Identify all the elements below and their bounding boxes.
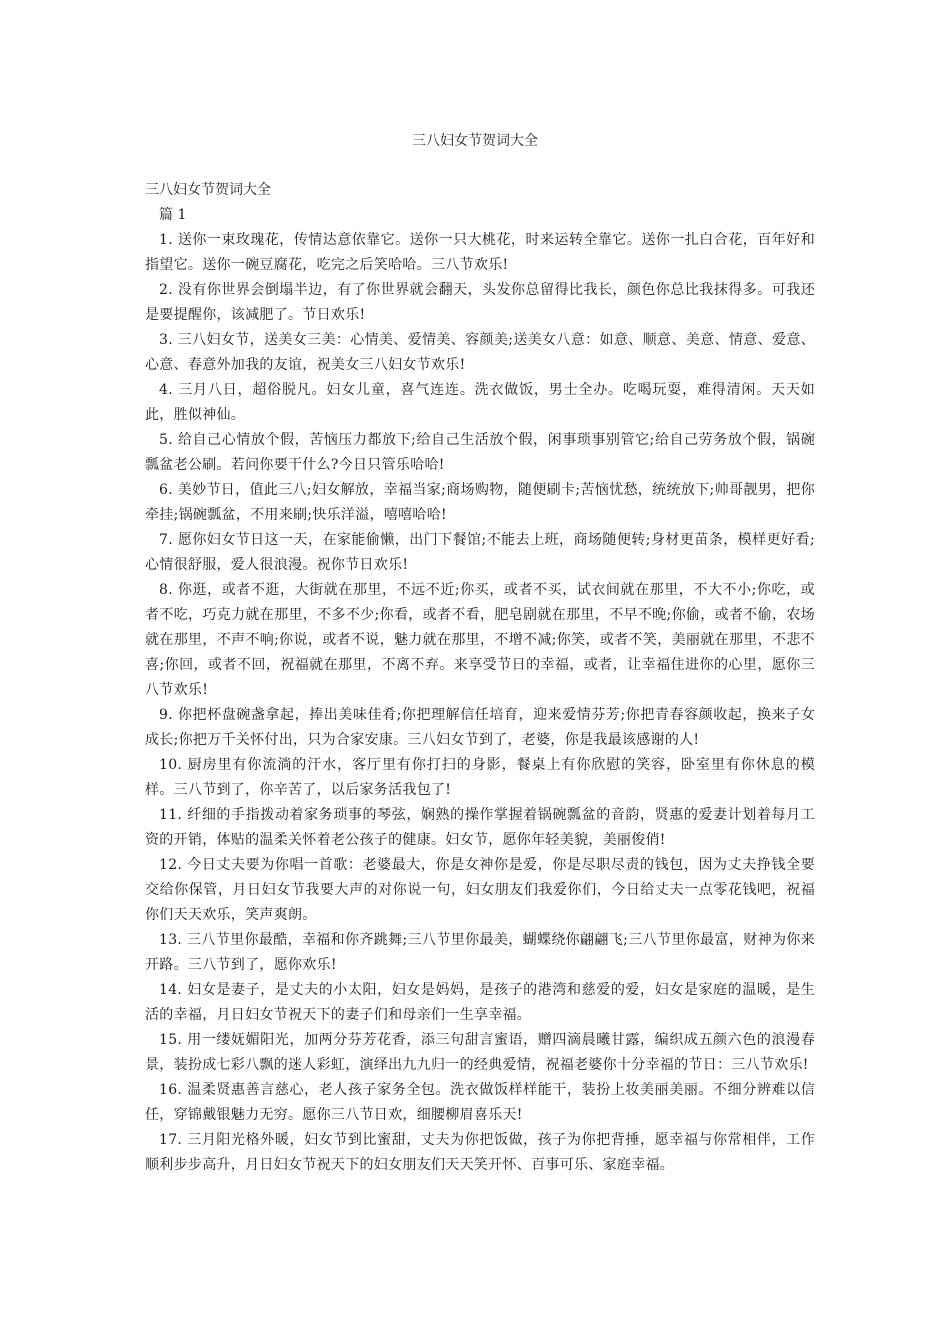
greeting-item: 5. 给自己心情放个假，苦恼压力都放下;给自己生活放个假，闲事琐事别管它;给自己劳务放个假，锅碗瓢盆老公刷。若问你要干什么?今日只管乐哈哈! — [145, 432, 815, 473]
greeting-item: 16. 温柔贤惠善言慈心，老人孩子家务全包。洗衣做饭样样能干，装扮上妆美丽美丽。不细分辨难以信任，穿锦戴银魅力无穷。愿你三八节日欢，细腰柳眉喜乐天! — [145, 1082, 815, 1123]
greeting-item: 1. 送你一束玫瑰花，传情达意依靠它。送你一只大桃花，时来运转全靠它。送你一扎白合花，百年好和指望它。送你一碗豆腐花，吃完之后笑哈哈。三八节欢乐! — [145, 232, 815, 273]
document-title: 三八妇女节贺词大全 — [412, 133, 538, 149]
greeting-item: 7. 愿你妇女节日这一天，在家能偷懒，出门下餐馆;不能去上班，商场随便转;身材更苗条，模样更好看;心情很舒服，爱人很浪漫。祝你节日欢乐! — [145, 532, 815, 573]
section-heading: 篇 1 — [159, 207, 187, 223]
greeting-item: 4. 三月八日，超俗脱凡。妇女儿童，喜气连连。洗衣做饭，男士全办。吃喝玩耍，难得清闲。天天如此，胜似神仙。 — [145, 382, 815, 423]
greeting-list — [145, 228, 815, 1178]
document-subtitle: 三八妇女节贺词大全 — [145, 182, 271, 198]
greeting-item: 17. 三月阳光格外暖，妇女节到比蜜甜，丈夫为你把饭做，孩子为你把背捶，愿幸福与你常相伴，工作顺利步步高升，月日妇女节祝天下的妇女朋友们天天笑开怀、百事可乐、家庭幸福。 — [145, 1132, 815, 1173]
greeting-item: 10. 厨房里有你流淌的汗水，客厅里有你打扫的身影，餐桌上有你欣慰的笑容，卧室里有你休息的模样。三八节到了，你辛苦了，以后家务活我包了! — [145, 757, 815, 798]
greeting-item: 6. 美妙节日，值此三八;妇女解放，幸福当家;商场购物，随便刷卡;苦恼忧愁，统统放下;帅哥靓男，把你牵挂;锅碗瓢盆，不用来刷;快乐洋溢，嘻嘻哈哈! — [145, 482, 815, 523]
greeting-item: 8. 你逛，或者不逛，大街就在那里，不远不近;你买，或者不买，试衣间就在那里，不大不小;你吃，或者不吃，巧克力就在那里，不多不少;你看，或者不看，肥皂剧就在那里，不早不晚;你偷，或者不偷，农场就在那里，不声不响;你说，或者不说，魅力就在那里，不增不减;你笑，或者不笑，美丽就在那里，不悲不喜;你回，或者不回，祝福就在那里，不离不弃。来享受节日的幸福，或者，让幸福住进你的心里，愿你三八节欢乐! — [145, 582, 815, 698]
greeting-item: 13. 三八节里你最酷，幸福和你齐跳舞;三八节里你最美，蝴蝶绕你翩翩飞;三八节里你最富，财神为你来开路。三八节到了，愿你欢乐! — [145, 932, 815, 973]
greeting-item: 14. 妇女是妻子，是丈夫的小太阳，妇女是妈妈，是孩子的港湾和慈爱的爱，妇女是家庭的温暖，是生活的幸福，月日妇女节祝天下的妻子们和母亲们一生享幸福。 — [145, 982, 815, 1023]
greeting-item: 2. 没有你世界会倒塌半边，有了你世界就会翻天，头发你总留得比我长，颜色你总比我抹得多。可我还是要提醒你，该减肥了。节日欢乐! — [145, 282, 815, 323]
greeting-item: 11. 纤细的手指拨动着家务琐事的琴弦，娴熟的操作掌握着锅碗瓢盆的音韵，贤惠的爱妻计划着每月工资的开销，体贴的温柔关怀着老公孩子的健康。妇女节，愿你年轻美貌，美丽俊俏! — [145, 807, 815, 848]
greeting-item: 12. 今日丈夫要为你唱一首歌：老婆最大，你是女神你是爱，你是尽职尽责的钱包，因为丈夫挣钱全要交给你保管，月日妇女节我要大声的对你说一句，妇女朋友们我爱你们，今日给丈夫一点零花钱吧，祝福你们天天欢乐，笑声爽朗。 — [145, 857, 815, 923]
greeting-item: 3. 三八妇女节，送美女三美：心情美、爱情美、容颜美;送美女八意：如意、顺意、美意、情意、爱意、心意、春意外加我的友谊，祝美女三八妇女节欢乐! — [145, 332, 815, 373]
greeting-item: 15. 用一缕妩媚阳光，加两分芬芳花香，添三句甜言蜜语，赠四滴晨曦甘露，编织成五颜六色的浪漫春景，装扮成七彩八飘的迷人彩虹，演绎出九九归一的经典爱情，祝福老婆你十分幸福的节日：三八节欢乐! — [145, 1032, 815, 1073]
document-body — [145, 178, 815, 1178]
greeting-item: 9. 你把杯盘碗盏拿起，捧出美味佳肴;你把理解信任培育，迎来爱情芬芳;你把青春容颜收起，换来子女成长;你把万千关怀付出，只为合家安康。三八妇女节到了，老婆，你是我最该感谢的人! — [145, 707, 815, 748]
